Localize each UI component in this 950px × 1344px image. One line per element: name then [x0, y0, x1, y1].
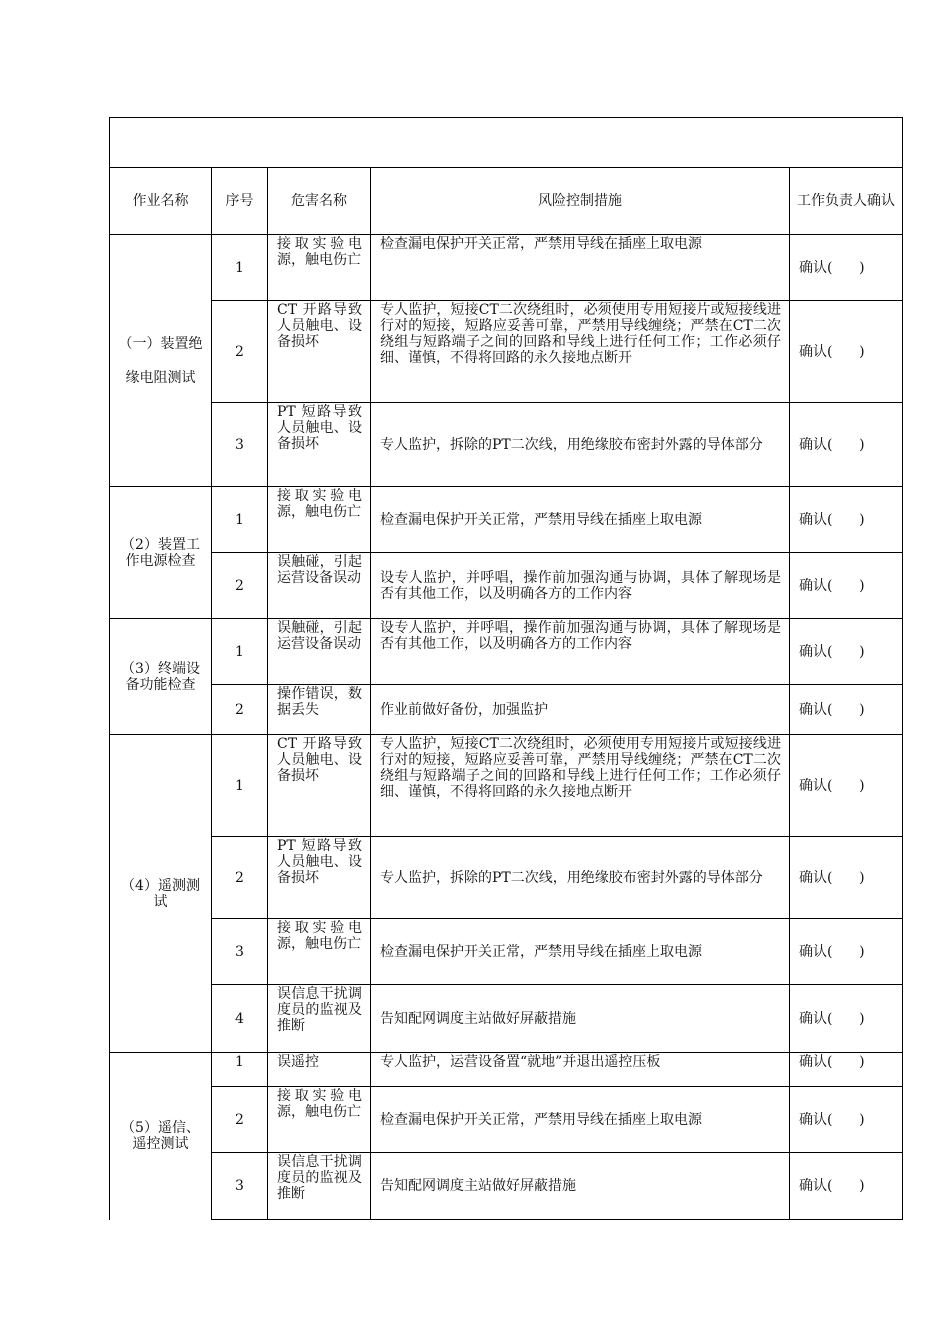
header-task: 作业名称	[110, 168, 212, 235]
table-row	[110, 235, 903, 301]
hazard-name: CT 开路导致人员触电、设备损坏	[268, 735, 371, 837]
confirm-field[interactable]: 确认( )	[790, 235, 903, 301]
table-row	[110, 1053, 903, 1087]
confirm-field[interactable]: 确认( )	[790, 919, 903, 985]
table-row	[110, 619, 903, 685]
table-row	[110, 553, 903, 619]
title-cell	[110, 118, 903, 168]
seq-number: 2	[212, 1087, 268, 1153]
task-name: （3）终端设备功能检查	[110, 619, 212, 735]
seq-number: 4	[212, 985, 268, 1053]
table-row	[110, 403, 903, 487]
hazard-name: PT 短路导致人员触电、设备损坏	[268, 837, 371, 919]
control-measure: 专人监护，短接CT二次绕组时，必须使用专用短接片或短接线进行对的短接，短路应妥善可靠，严禁用导线缠绕；严禁在CT二次绕组与短路端子之间的回路和导线上进行任何工作；工作必须仔细、谨慎，不得将回路的永久接地点断开	[371, 735, 790, 837]
risk-table	[109, 117, 903, 1220]
control-measure: 专人监护，拆除的PT二次线，用绝缘胶布密封外露的导体部分	[371, 837, 790, 919]
seq-number: 2	[212, 553, 268, 619]
table-row	[110, 985, 903, 1053]
confirm-field[interactable]: 确认( )	[790, 1153, 903, 1220]
hazard-name: 误触碰，引起运营设备误动	[268, 553, 371, 619]
control-measure: 专人监护，运营设备置“就地”并退出遥控压板	[371, 1053, 790, 1087]
confirm-field[interactable]: 确认( )	[790, 1087, 903, 1153]
hazard-name: CT 开路导致人员触电、设备损坏	[268, 301, 371, 403]
seq-number: 1	[212, 1053, 268, 1087]
confirm-field[interactable]: 确认( )	[790, 301, 903, 403]
header-seq: 序号	[212, 168, 268, 235]
table-row	[110, 685, 903, 735]
table-row	[110, 301, 903, 403]
seq-number: 3	[212, 1153, 268, 1220]
hazard-name: 误信息干扰调度员的监视及推断	[268, 1153, 371, 1220]
header-measures: 风险控制措施	[371, 168, 790, 235]
hazard-name: 误信息干扰调度员的监视及推断	[268, 985, 371, 1053]
seq-number: 1	[212, 235, 268, 301]
header-hazard: 危害名称	[268, 168, 371, 235]
hazard-name: 接取实验电源，触电伤亡	[268, 919, 371, 985]
hazard-name: 接取实验电源，触电伤亡	[268, 487, 371, 553]
confirm-field[interactable]: 确认( )	[790, 837, 903, 919]
confirm-field[interactable]: 确认( )	[790, 403, 903, 487]
seq-number: 1	[212, 735, 268, 837]
seq-number: 1	[212, 619, 268, 685]
confirm-field[interactable]: 确认( )	[790, 1053, 903, 1087]
confirm-field[interactable]: 确认( )	[790, 553, 903, 619]
control-measure: 设专人监护，并呼唱，操作前加强沟通与协调，具体了解现场是否有其他工作，以及明确各方的工作内容	[371, 619, 790, 685]
control-measure: 检查漏电保护开关正常，严禁用导线在插座上取电源	[371, 919, 790, 985]
confirm-field[interactable]: 确认( )	[790, 619, 903, 685]
control-measure: 作业前做好备份，加强监护	[371, 685, 790, 735]
seq-number: 2	[212, 837, 268, 919]
seq-number: 2	[212, 301, 268, 403]
control-measure: 告知配网调度主站做好屏蔽措施	[371, 985, 790, 1053]
table-row	[110, 1153, 903, 1220]
table-row	[110, 837, 903, 919]
task-name: （一）装置绝缘电阻测试	[110, 235, 212, 487]
confirm-field[interactable]: 确认( )	[790, 735, 903, 837]
header-confirm: 工作负责人确认	[790, 168, 903, 235]
confirm-field[interactable]: 确认( )	[790, 487, 903, 553]
header-row	[110, 168, 903, 235]
risk-control-sheet	[109, 117, 902, 1220]
hazard-name: 接取实验电源，触电伤亡	[268, 235, 371, 301]
table-row	[110, 735, 903, 837]
hazard-name: 操作错误，数据丢失	[268, 685, 371, 735]
title-row	[110, 118, 903, 168]
task-name: （2）装置工作电源检查	[110, 487, 212, 619]
table-row	[110, 919, 903, 985]
control-measure: 设专人监护，并呼唱，操作前加强沟通与协调，具体了解现场是否有其他工作，以及明确各方的工作内容	[371, 553, 790, 619]
hazard-name: 接取实验电源，触电伤亡	[268, 1087, 371, 1153]
control-measure: 检查漏电保护开关正常，严禁用导线在插座上取电源	[371, 235, 790, 301]
seq-number: 2	[212, 685, 268, 735]
hazard-name: PT 短路导致人员触电、设备损坏	[268, 403, 371, 487]
table-row	[110, 1087, 903, 1153]
task-name: （4）遥测测试	[110, 735, 212, 1053]
seq-number: 3	[212, 919, 268, 985]
control-measure: 专人监护，拆除的PT二次线，用绝缘胶布密封外露的导体部分	[371, 403, 790, 487]
control-measure: 告知配网调度主站做好屏蔽措施	[371, 1153, 790, 1220]
control-measure: 检查漏电保护开关正常，严禁用导线在插座上取电源	[371, 1087, 790, 1153]
table-row	[110, 487, 903, 553]
seq-number: 1	[212, 487, 268, 553]
confirm-field[interactable]: 确认( )	[790, 685, 903, 735]
control-measure: 专人监护，短接CT二次绕组时，必须使用专用短接片或短接线进行对的短接，短路应妥善可靠，严禁用导线缠绕；严禁在CT二次绕组与短路端子之间的回路和导线上进行任何工作；工作必须仔细、谨慎，不得将回路的永久接地点断开	[371, 301, 790, 403]
hazard-name: 误触碰，引起运营设备误动	[268, 619, 371, 685]
seq-number: 3	[212, 403, 268, 487]
task-name: （5）遥信、遥控测试	[110, 1053, 212, 1220]
control-measure: 检查漏电保护开关正常，严禁用导线在插座上取电源	[371, 487, 790, 553]
confirm-field[interactable]: 确认( )	[790, 985, 903, 1053]
hazard-name: 误遥控	[268, 1053, 371, 1087]
